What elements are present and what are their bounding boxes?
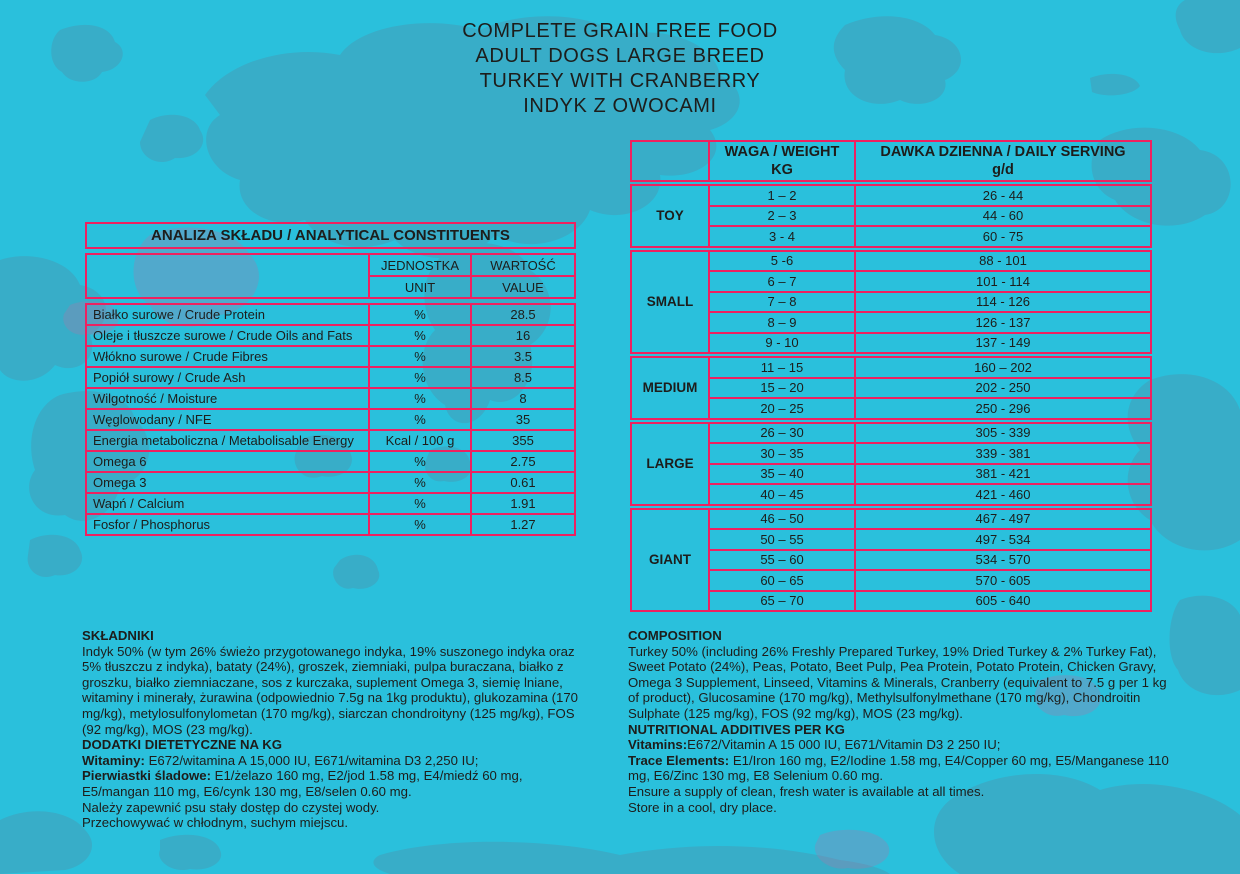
weight-range: 7 – 8 [708,291,854,312]
weight-range: 11 – 15 [708,358,854,377]
analysis-row-label: Omega 3 [93,475,147,490]
analysis-row-unit: % [368,368,470,387]
analysis-row-unit: % [368,305,470,324]
composition-body: Turkey 50% (including 26% Freshly Prepared Turkey, 19% Dried Turkey & 2% Turkey Fat), Sweet Potato (24%), Peas, Potato, Beet Pulp, Pea Protein, Potato Protein, Chicken Gravy, Omega 3 Supplement, Linseed, Vitamins & Minerals, Cranberry (equivalent to 7.5 g per 1 kg of product), Glucosamine (170 mg/kg), Methylsulfonylmethane (170 mg/kg), Chondroitin Sulphate (125 mg/kg), FOS (92 mg/kg), MOS (23 mg/kg). [628,643,1167,721]
title-line-4: INDYK Z OWOCAMI [523,95,717,117]
analysis-row-label: Omega 6 [93,454,147,469]
analysis-row-value: 8.5 [470,368,574,387]
daily-serving-range: 305 - 339 [854,424,1150,443]
analysis-row-value: 16 [470,326,574,345]
analysis-row [87,345,574,366]
analysis-row-value: 355 [470,431,574,450]
weight-range: 6 – 7 [708,270,854,291]
trace-label: Trace Elements: [628,752,730,768]
weight-range: 35 – 40 [708,463,854,484]
analysis-row-value: 35 [470,410,574,429]
daily-serving-range: 421 - 460 [854,483,1150,504]
analysis-row [87,305,574,324]
analysis-row [87,513,574,534]
nutritional-heading: NUTRITIONAL ADDITIVES PER KG [628,721,845,737]
skladniki-body: Indyk 50% (w tym 26% świeżo przygotowanego indyka, 19% suszonego indyka oraz 5% tłuszczu z indyka), bataty (24%), groszek, ziemniaki, pulpa buraczana, białko z groszku, białko ziemniaczane, sos z kurczaka, suplement Omega 3, siemię lniane, witaminy i minerały, żurawina (odpowiednio 7.5g na 1kg produktu), glukozamina (170 mg/kg), metylosulfonylometan (170 mg/kg), siarczan chondroityny (125 mg/kg), FOS (92 mg/kg), MOS (23 mg/kg). [82,643,579,737]
value-header-en: VALUE [470,275,574,297]
daily-serving-range: 137 - 149 [854,332,1150,353]
analysis-row-label: Włókno surowe / Crude Fibres [93,349,268,364]
serving-group-giant [630,508,1152,613]
note-storage-en: Store in a cool, dry place. [628,799,777,815]
serving-group-label: MEDIUM [642,380,698,396]
analysis-row-label: Oleje i tłuszcze surowe / Crude Oils and Fats [93,328,353,343]
weight-range: 40 – 45 [708,483,854,504]
analysis-row-label: Energia metaboliczna / Metabolisable Energy [93,433,354,448]
weight-range: 60 – 65 [708,569,854,590]
trace-text: E1/Iron 160 mg, E2/Iodine 1.58 mg, E4/Copper 60 mg, E5/Manganese 110 mg, E6/Zinc 130 mg, E8 Selenium 0.60 mg. [628,752,1169,784]
analysis-row-value: 1.27 [470,515,574,534]
serving-group-label: TOY [656,208,684,224]
analysis-row [87,471,574,492]
serving-group-label: SMALL [646,294,694,310]
analysis-row [87,408,574,429]
witaminy-line [82,753,579,769]
weight-header-text: WAGA / WEIGHT [724,144,840,160]
weight-range: 20 – 25 [708,397,854,418]
analysis-row-unit: Kcal / 100 g [368,431,470,450]
analysis-table-body [85,303,576,536]
daily-serving-range: 570 - 605 [854,569,1150,590]
analysis-row-label: Węglowodany / NFE [93,412,212,427]
daily-serving-range: 605 - 640 [854,590,1150,611]
daily-serving-range: 126 - 137 [854,311,1150,332]
note-water-en: Ensure a supply of clean, fresh water is available at all times. [628,783,985,799]
value-header-pl: WARTOŚĆ [470,255,574,275]
analysis-table-title: ANALIZA SKŁADU / ANALYTICAL CONSTITUENTS [85,222,576,249]
serving-unit-text: g/d [992,162,1014,178]
analysis-row-unit: % [368,410,470,429]
analysis-row-label: Popiół surowy / Crude Ash [93,370,246,385]
pierwiastki-label: Pierwiastki śladowe: [82,768,211,784]
analysis-row [87,324,574,345]
english-text-column [628,628,1176,815]
daily-serving-range: 60 - 75 [854,225,1150,246]
analysis-row-label: Białko surowe / Crude Protein [93,307,265,322]
witaminy-text: E672/witamina A 15,000 IU, E671/witamina D3 2,250 IU; [144,752,479,768]
analysis-row-unit: % [368,515,470,534]
serving-header-text: DAWKA DZIENNA / DAILY SERVING [880,144,1126,160]
dodatki-heading: DODATKI DIETETYCZNE NA KG [82,737,283,753]
serving-group-small [630,250,1152,355]
weight-range: 30 – 35 [708,442,854,463]
title-line-3: TURKEY WITH CRANBERRY [479,70,761,92]
serving-table-body [630,184,1152,612]
serving-group-toy [630,184,1152,248]
analysis-row-unit: % [368,452,470,471]
weight-range: 1 – 2 [708,186,854,205]
analysis-row-value: 8 [470,389,574,408]
analysis-row-label: Wapń / Calcium [93,496,185,511]
weight-range: 50 – 55 [708,528,854,549]
analysis-row-value: 28.5 [470,305,574,324]
weight-range: 8 – 9 [708,311,854,332]
weight-range: 26 – 30 [708,424,854,443]
pierwiastki-text: E1/żelazo 160 mg, E2/jod 1.58 mg, E4/miedź 60 mg, E5/mangan 110 mg, E6/cynk 130 mg, E8/selen 0.60 mg. [82,768,523,799]
daily-serving-range: 26 - 44 [854,186,1150,205]
note-storage-pl: Przechowywać w chłodnym, suchym miejscu. [82,815,349,831]
serving-group-label: GIANT [649,552,691,568]
weight-range: 3 - 4 [708,225,854,246]
daily-serving-range: 101 - 114 [854,270,1150,291]
title-line-1: COMPLETE GRAIN FREE FOOD [462,20,778,42]
analysis-row-value: 1.91 [470,494,574,513]
analysis-row [87,450,574,471]
analysis-blank-cell [87,255,368,275]
serving-header [854,142,1150,180]
weight-range: 65 – 70 [708,590,854,611]
serving-table-header [630,140,1152,182]
weight-range: 55 – 60 [708,549,854,570]
analysis-row-value: 2.75 [470,452,574,471]
daily-serving-range: 202 - 250 [854,377,1150,398]
weight-range: 2 – 3 [708,205,854,226]
daily-serving-range: 381 - 421 [854,463,1150,484]
vitamins-line [628,737,1176,753]
unit-header-pl: JEDNOSTKA [368,255,470,275]
serving-group-label: LARGE [646,456,694,471]
skladniki-heading: SKŁADNIKI [82,628,154,643]
analysis-row [87,387,574,408]
analysis-table [85,222,576,536]
weight-unit-text: KG [771,162,793,178]
daily-serving-range: 467 - 497 [854,510,1150,529]
witaminy-label: Witaminy: [82,752,145,768]
analysis-row-unit: % [368,389,470,408]
daily-serving-range: 44 - 60 [854,205,1150,226]
trace-line [628,753,1176,784]
weight-range: 9 - 10 [708,332,854,353]
title-line-2: ADULT DOGS LARGE BREED [475,45,765,67]
analysis-row-label: Fosfor / Phosphorus [93,517,211,532]
daily-serving-range: 497 - 534 [854,528,1150,549]
polish-text-column [82,628,579,831]
page-title [0,19,1240,119]
daily-serving-range: 339 - 381 [854,442,1150,463]
note-water-pl: Należy zapewnić psu stały dostęp do czystej wody. [82,799,380,815]
vitamins-text: E672/Vitamin A 15 000 IU, E671/Vitamin D3 2 250 IU; [687,737,1001,753]
analysis-row [87,429,574,450]
serving-blank-cell [632,142,708,180]
analysis-row-value: 3.5 [470,347,574,366]
analysis-row-unit: % [368,494,470,513]
weight-range: 15 – 20 [708,377,854,398]
daily-serving-range: 534 - 570 [854,549,1150,570]
serving-group-large [630,422,1152,506]
analysis-row-unit: % [368,347,470,366]
daily-serving-range: 88 - 101 [854,252,1150,271]
analysis-row-unit: % [368,326,470,345]
daily-serving-range: 114 - 126 [854,291,1150,312]
weight-range: 5 -6 [708,252,854,271]
analysis-row [87,366,574,387]
serving-table [630,140,1152,614]
analysis-row-label: Wilgotność / Moisture [93,391,218,406]
analysis-table-subheader [85,253,576,299]
daily-serving-range: 160 – 202 [854,358,1150,377]
unit-header-en: UNIT [368,275,470,297]
weight-range: 46 – 50 [708,510,854,529]
analysis-row-unit: % [368,473,470,492]
serving-group-medium [630,356,1152,420]
vitamins-label: Vitamins: [628,737,688,753]
analysis-row [87,492,574,513]
weight-header [708,142,854,180]
pierwiastki-line [82,768,579,799]
analysis-row-value: 0.61 [470,473,574,492]
daily-serving-range: 250 - 296 [854,397,1150,418]
composition-heading: COMPOSITION [628,628,722,643]
